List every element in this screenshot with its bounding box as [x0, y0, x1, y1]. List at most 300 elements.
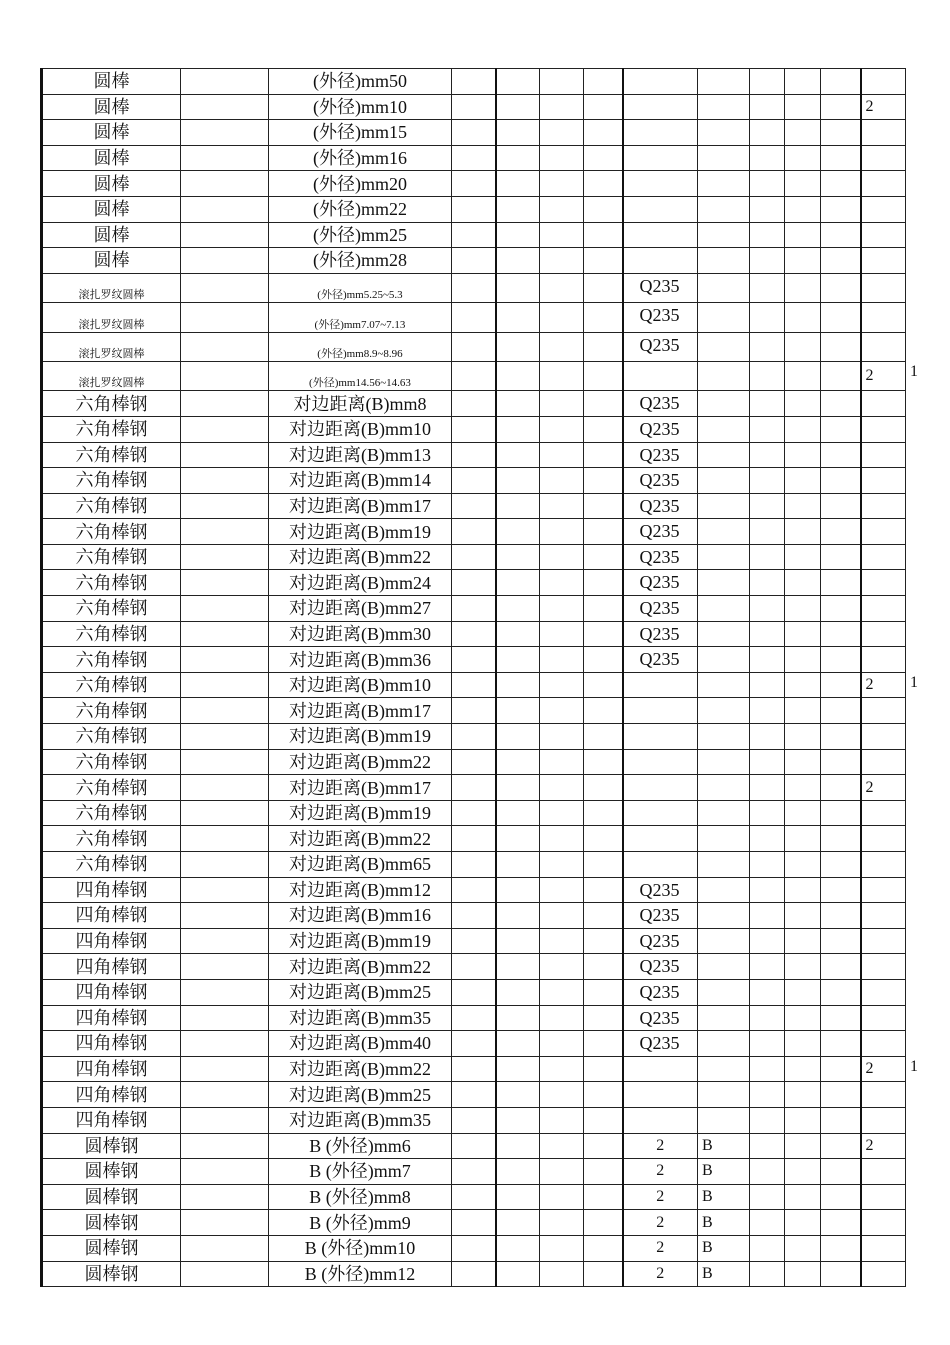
cell-empty: [750, 775, 785, 801]
cell-empty: [584, 596, 623, 622]
cell-name: 圆棒: [42, 145, 181, 171]
cell-empty: [496, 468, 540, 494]
cell-empty: [496, 672, 540, 698]
cell-grade: [698, 69, 750, 95]
cell-empty: [785, 724, 821, 750]
cell-empty: [785, 647, 821, 673]
cell-name: 六角棒钢: [42, 775, 181, 801]
cell-empty: [785, 1210, 821, 1236]
cell-grade: [698, 954, 750, 980]
cell-grade: [698, 826, 750, 852]
cell-empty: [584, 1056, 623, 1082]
cell-empty: [821, 928, 861, 954]
cell-mark: [861, 442, 906, 468]
cell-empty: [452, 852, 496, 878]
cell-mark: [861, 1159, 906, 1185]
cell-empty: [785, 222, 821, 248]
cell-empty: [821, 1005, 861, 1031]
cell-mark: [861, 826, 906, 852]
cell-empty: [496, 826, 540, 852]
cell-empty: [181, 544, 269, 570]
cell-name: 四角棒钢: [42, 979, 181, 1005]
cell-mark: [861, 416, 906, 442]
cell-empty: [821, 800, 861, 826]
cell-empty: [785, 361, 821, 390]
cell-empty: [750, 416, 785, 442]
cell-empty: [540, 442, 584, 468]
cell-spec: 对边距离(B)mm17: [269, 493, 452, 519]
cell-spec: 对边距离(B)mm22: [269, 954, 452, 980]
cell-mark: 2: [861, 94, 906, 120]
cell-empty: [785, 903, 821, 929]
cell-name: 六角棒钢: [42, 493, 181, 519]
cell-grade: [698, 273, 750, 302]
cell-empty: [540, 826, 584, 852]
cell-name: 六角棒钢: [42, 826, 181, 852]
cell-spec: 对边距离(B)mm24: [269, 570, 452, 596]
cell-name: 圆棒: [42, 94, 181, 120]
materials-table: [40, 68, 906, 1287]
cell-empty: [785, 544, 821, 570]
cell-mark: [861, 800, 906, 826]
cell-empty: [750, 1005, 785, 1031]
table-row: [42, 979, 906, 1005]
cell-spec: B (外径)mm9: [269, 1210, 452, 1236]
cell-empty: [452, 361, 496, 390]
cell-empty: [496, 493, 540, 519]
cell-empty: [750, 273, 785, 302]
cell-empty: [181, 332, 269, 361]
cell-empty: [540, 468, 584, 494]
cell-mark: [861, 1261, 906, 1287]
cell-empty: [181, 749, 269, 775]
cell-empty: [821, 826, 861, 852]
cell-empty: [496, 800, 540, 826]
cell-empty: [452, 1107, 496, 1133]
cell-empty: [452, 621, 496, 647]
cell-empty: [584, 1159, 623, 1185]
cell-empty: [496, 877, 540, 903]
cell-empty: [821, 442, 861, 468]
cell-material: Q235: [623, 273, 698, 302]
cell-empty: [496, 120, 540, 146]
cell-empty: [584, 647, 623, 673]
cell-empty: [496, 749, 540, 775]
cell-empty: [181, 979, 269, 1005]
cell-spec: 对边距离(B)mm22: [269, 749, 452, 775]
cell-empty: [496, 248, 540, 274]
cell-empty: [181, 1056, 269, 1082]
cell-empty: [181, 621, 269, 647]
cell-material: [623, 1107, 698, 1133]
cell-spec: 对边距离(B)mm35: [269, 1107, 452, 1133]
cell-empty: [750, 69, 785, 95]
table-row: [42, 800, 906, 826]
cell-empty: [496, 698, 540, 724]
cell-empty: [181, 273, 269, 302]
cell-material: [623, 145, 698, 171]
cell-grade: B: [698, 1133, 750, 1159]
cell-grade: [698, 1107, 750, 1133]
cell-empty: [584, 698, 623, 724]
cell-empty: [540, 698, 584, 724]
table-row: [42, 391, 906, 417]
cell-empty: [750, 1261, 785, 1287]
cell-empty: [540, 954, 584, 980]
cell-empty: [584, 94, 623, 120]
cell-empty: [540, 1133, 584, 1159]
cell-spec: B (外径)mm12: [269, 1261, 452, 1287]
cell-empty: [785, 493, 821, 519]
cell-empty: [821, 979, 861, 1005]
cell-empty: [181, 1159, 269, 1185]
cell-empty: [584, 800, 623, 826]
table-row: [42, 1133, 906, 1159]
cell-empty: [785, 698, 821, 724]
cell-empty: [452, 724, 496, 750]
cell-material: Q235: [623, 519, 698, 545]
cell-empty: [452, 647, 496, 673]
cell-empty: [181, 1261, 269, 1287]
cell-name: 四角棒钢: [42, 1107, 181, 1133]
cell-empty: [584, 120, 623, 146]
cell-empty: [821, 69, 861, 95]
cell-grade: [698, 303, 750, 332]
cell-empty: [496, 519, 540, 545]
cell-empty: [750, 332, 785, 361]
cell-empty: [181, 171, 269, 197]
cell-name: 六角棒钢: [42, 724, 181, 750]
cell-empty: [584, 1005, 623, 1031]
cell-empty: [750, 852, 785, 878]
cell-empty: [452, 672, 496, 698]
cell-empty: [821, 672, 861, 698]
cell-empty: [452, 332, 496, 361]
cell-empty: [540, 519, 584, 545]
cell-empty: [181, 416, 269, 442]
cell-empty: [452, 69, 496, 95]
table-row: [42, 1184, 906, 1210]
cell-empty: [785, 1133, 821, 1159]
cell-qty: 2: [623, 1133, 698, 1159]
cell-name: 滚扎罗纹圆棒: [42, 273, 181, 302]
table-row: [42, 1031, 906, 1057]
cell-grade: [698, 647, 750, 673]
cell-empty: [452, 248, 496, 274]
cell-empty: [452, 749, 496, 775]
table-row: [42, 468, 906, 494]
cell-mark: [861, 303, 906, 332]
cell-empty: [540, 596, 584, 622]
cell-empty: [540, 391, 584, 417]
table-row: [42, 852, 906, 878]
cell-spec: 对边距离(B)mm19: [269, 724, 452, 750]
cell-material: Q235: [623, 303, 698, 332]
cell-empty: [750, 1082, 785, 1108]
cell-empty: [452, 928, 496, 954]
cell-empty: [821, 303, 861, 332]
cell-empty: [750, 1031, 785, 1057]
cell-empty: [540, 570, 584, 596]
cell-material: Q235: [623, 928, 698, 954]
cell-empty: [496, 1235, 540, 1261]
table-row: [42, 361, 906, 390]
cell-empty: [785, 749, 821, 775]
cell-empty: [584, 391, 623, 417]
cell-empty: [181, 69, 269, 95]
cell-grade: [698, 672, 750, 698]
cell-empty: [496, 303, 540, 332]
table-row: [42, 273, 906, 302]
cell-spec: 对边距离(B)mm16: [269, 903, 452, 929]
cell-name: 圆棒: [42, 248, 181, 274]
cell-name: 六角棒钢: [42, 391, 181, 417]
cell-name: 四角棒钢: [42, 877, 181, 903]
cell-spec: (外径)mm28: [269, 248, 452, 274]
cell-empty: [181, 877, 269, 903]
cell-empty: [785, 852, 821, 878]
cell-empty: [496, 979, 540, 1005]
cell-empty: [785, 596, 821, 622]
cell-mark: [861, 877, 906, 903]
cell-spec: 对边距离(B)mm22: [269, 826, 452, 852]
table-row: [42, 493, 906, 519]
cell-name: 六角棒钢: [42, 672, 181, 698]
cell-qty: 2: [623, 1235, 698, 1261]
cell-material: [623, 361, 698, 390]
cell-empty: [181, 928, 269, 954]
cell-empty: [452, 1031, 496, 1057]
cell-empty: [584, 332, 623, 361]
cell-empty: [785, 332, 821, 361]
cell-empty: [452, 273, 496, 302]
cell-empty: [821, 391, 861, 417]
cell-empty: [540, 1107, 584, 1133]
cell-empty: [785, 1184, 821, 1210]
cell-empty: [750, 672, 785, 698]
cell-empty: [785, 248, 821, 274]
cell-name: 四角棒钢: [42, 903, 181, 929]
cell-mark: [861, 1082, 906, 1108]
cell-mark: [861, 1107, 906, 1133]
cell-name: 滚扎罗纹圆棒: [42, 303, 181, 332]
cell-mark: [861, 698, 906, 724]
table-row: [42, 544, 906, 570]
cell-empty: [785, 877, 821, 903]
cell-empty: [452, 196, 496, 222]
cell-empty: [181, 493, 269, 519]
cell-material: [623, 248, 698, 274]
cell-empty: [452, 1235, 496, 1261]
cell-empty: [452, 954, 496, 980]
cell-empty: [821, 1133, 861, 1159]
cell-empty: [540, 877, 584, 903]
cell-material: Q235: [623, 877, 698, 903]
cell-empty: [181, 468, 269, 494]
cell-empty: [821, 698, 861, 724]
cell-empty: [540, 248, 584, 274]
cell-mark: [861, 954, 906, 980]
cell-grade: B: [698, 1159, 750, 1185]
cell-name: 圆棒钢: [42, 1210, 181, 1236]
cell-name: 四角棒钢: [42, 1031, 181, 1057]
cell-empty: [821, 1235, 861, 1261]
cell-empty: [181, 826, 269, 852]
cell-empty: [452, 94, 496, 120]
cell-material: Q235: [623, 903, 698, 929]
cell-mark: [861, 1210, 906, 1236]
cell-empty: [496, 1184, 540, 1210]
cell-empty: [584, 145, 623, 171]
cell-spec: (外径)mm5.25~5.3: [269, 273, 452, 302]
cell-empty: [821, 749, 861, 775]
cell-name: 六角棒钢: [42, 852, 181, 878]
table-row: [42, 196, 906, 222]
cell-empty: [496, 1082, 540, 1108]
cell-grade: [698, 852, 750, 878]
cell-empty: [785, 1159, 821, 1185]
cell-empty: [181, 1082, 269, 1108]
cell-grade: [698, 775, 750, 801]
cell-material: Q235: [623, 1005, 698, 1031]
cell-empty: [540, 94, 584, 120]
cell-empty: [181, 647, 269, 673]
cell-empty: [452, 698, 496, 724]
cell-material: Q235: [623, 596, 698, 622]
cell-spec: (外径)mm50: [269, 69, 452, 95]
cell-empty: [785, 1261, 821, 1287]
cell-empty: [821, 647, 861, 673]
cell-empty: [584, 442, 623, 468]
cell-empty: [540, 1056, 584, 1082]
cell-empty: [821, 1031, 861, 1057]
table-row: [42, 1261, 906, 1287]
cell-empty: [496, 647, 540, 673]
cell-empty: [540, 361, 584, 390]
cell-empty: [750, 698, 785, 724]
cell-empty: [181, 1235, 269, 1261]
cell-name: 六角棒钢: [42, 416, 181, 442]
cell-empty: [750, 519, 785, 545]
cell-grade: [698, 468, 750, 494]
cell-empty: [750, 979, 785, 1005]
cell-empty: [496, 1107, 540, 1133]
cell-empty: [496, 596, 540, 622]
cell-grade: [698, 171, 750, 197]
cell-empty: [750, 800, 785, 826]
cell-spec: (外径)mm25: [269, 222, 452, 248]
cell-name: 四角棒钢: [42, 928, 181, 954]
cell-empty: [584, 1261, 623, 1287]
table-row: [42, 248, 906, 274]
cell-mark: [861, 903, 906, 929]
cell-empty: [584, 672, 623, 698]
cell-name: 六角棒钢: [42, 800, 181, 826]
cell-material: Q235: [623, 621, 698, 647]
cell-grade: [698, 94, 750, 120]
cell-empty: [584, 196, 623, 222]
cell-empty: [452, 877, 496, 903]
cell-mark: [861, 145, 906, 171]
cell-empty: [785, 303, 821, 332]
cell-empty: [540, 749, 584, 775]
cell-name: 六角棒钢: [42, 749, 181, 775]
cell-spec: 对边距离(B)mm13: [269, 442, 452, 468]
cell-empty: [181, 1107, 269, 1133]
cell-mark: [861, 120, 906, 146]
cell-empty: [496, 1005, 540, 1031]
cell-empty: [750, 361, 785, 390]
cell-material: Q235: [623, 647, 698, 673]
cell-empty: [821, 1107, 861, 1133]
cell-empty: [452, 120, 496, 146]
cell-empty: [584, 361, 623, 390]
cell-empty: [750, 1056, 785, 1082]
cell-empty: [181, 303, 269, 332]
cell-grade: [698, 903, 750, 929]
cell-spec: 对边距离(B)mm36: [269, 647, 452, 673]
table-row: [42, 519, 906, 545]
cell-grade: [698, 749, 750, 775]
cell-empty: [496, 332, 540, 361]
cell-empty: [496, 1133, 540, 1159]
cell-material: [623, 724, 698, 750]
cell-grade: [698, 361, 750, 390]
cell-empty: [821, 273, 861, 302]
cell-empty: [181, 442, 269, 468]
cell-empty: [785, 1107, 821, 1133]
cell-empty: [540, 1261, 584, 1287]
cell-spec: B (外径)mm10: [269, 1235, 452, 1261]
cell-spec: (外径)mm20: [269, 171, 452, 197]
cell-grade: [698, 877, 750, 903]
cell-empty: [452, 596, 496, 622]
cell-empty: [452, 1210, 496, 1236]
cell-material: Q235: [623, 979, 698, 1005]
cell-empty: [181, 800, 269, 826]
cell-material: [623, 171, 698, 197]
cell-empty: [821, 954, 861, 980]
cell-material: Q235: [623, 493, 698, 519]
cell-empty: [496, 954, 540, 980]
cell-name: 六角棒钢: [42, 621, 181, 647]
cell-mark: [861, 1031, 906, 1057]
table-row: [42, 570, 906, 596]
cell-mark: [861, 570, 906, 596]
cell-empty: [584, 69, 623, 95]
cell-empty: [452, 1261, 496, 1287]
cell-empty: [540, 196, 584, 222]
cell-empty: [785, 1235, 821, 1261]
cell-grade: [698, 1056, 750, 1082]
cell-qty: 2: [623, 1184, 698, 1210]
table-row: [42, 1005, 906, 1031]
cell-empty: [540, 222, 584, 248]
cell-empty: [584, 303, 623, 332]
table-row: [42, 1159, 906, 1185]
cell-grade: [698, 1005, 750, 1031]
cell-spec: 对边距离(B)mm30: [269, 621, 452, 647]
cell-grade: [698, 1031, 750, 1057]
table-row: [42, 416, 906, 442]
cell-material: [623, 800, 698, 826]
cell-name: 圆棒: [42, 171, 181, 197]
cell-empty: [785, 1005, 821, 1031]
cell-name: 圆棒钢: [42, 1235, 181, 1261]
cell-empty: [540, 724, 584, 750]
cell-empty: [750, 94, 785, 120]
cell-empty: [821, 332, 861, 361]
